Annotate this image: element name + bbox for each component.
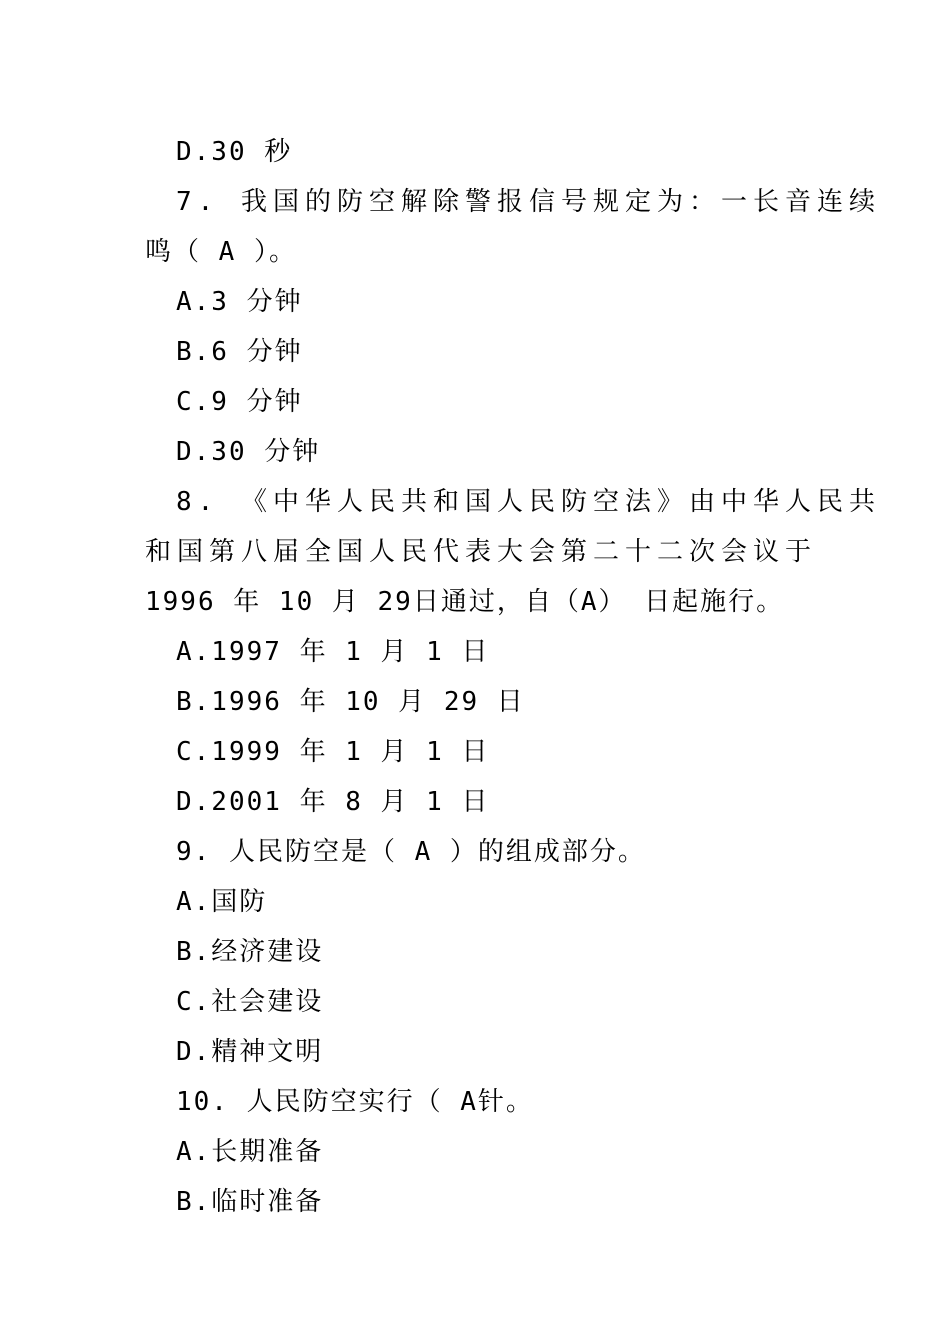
q8-stem-line-1: 8. 《中华人民共和国人民防空法》由中华人民共 <box>176 487 881 517</box>
q8-stem-line-3: 1996 年 10 月 29日通过，自（A） 日起施行。 <box>145 587 785 617</box>
q7-option-b: B.6 分钟 <box>176 337 303 367</box>
q9-option-c: C.社会建设 <box>176 987 324 1017</box>
q9-option-a: A.国防 <box>176 887 268 917</box>
q7-option-c: C.9 分钟 <box>176 387 303 417</box>
q7-stem-line-1: 7. 我国的防空解除警报信号规定为：一长音连续 <box>176 187 881 217</box>
q8-option-d: D.2001 年 8 月 1 日 <box>176 787 490 817</box>
q8-stem-line-2: 和国第八届全国人民代表大会第二十二次会议于 <box>145 537 818 567</box>
q8-option-b: B.1996 年 10 月 29 日 <box>176 687 525 717</box>
q9-option-d: D.精神文明 <box>176 1037 324 1067</box>
q8-option-a: A.1997 年 1 月 1 日 <box>176 637 490 667</box>
q7-option-a: A.3 分钟 <box>176 287 303 317</box>
q7-stem-line-2: 鸣（ A ）。 <box>145 237 297 267</box>
q9-option-b: B.经济建设 <box>176 937 324 967</box>
q10-option-a: A.长期准备 <box>176 1137 324 1167</box>
q6-option-d: D.30 秒 <box>176 137 293 167</box>
q10-stem: 10. 人民防空实行（ A针。 <box>176 1087 534 1117</box>
q9-stem: 9. 人民防空是（ A ）的组成部分。 <box>176 837 646 867</box>
q10-option-b: B.临时准备 <box>176 1187 324 1217</box>
q7-option-d: D.30 分钟 <box>176 437 321 467</box>
q8-option-c: C.1999 年 1 月 1 日 <box>176 737 490 767</box>
